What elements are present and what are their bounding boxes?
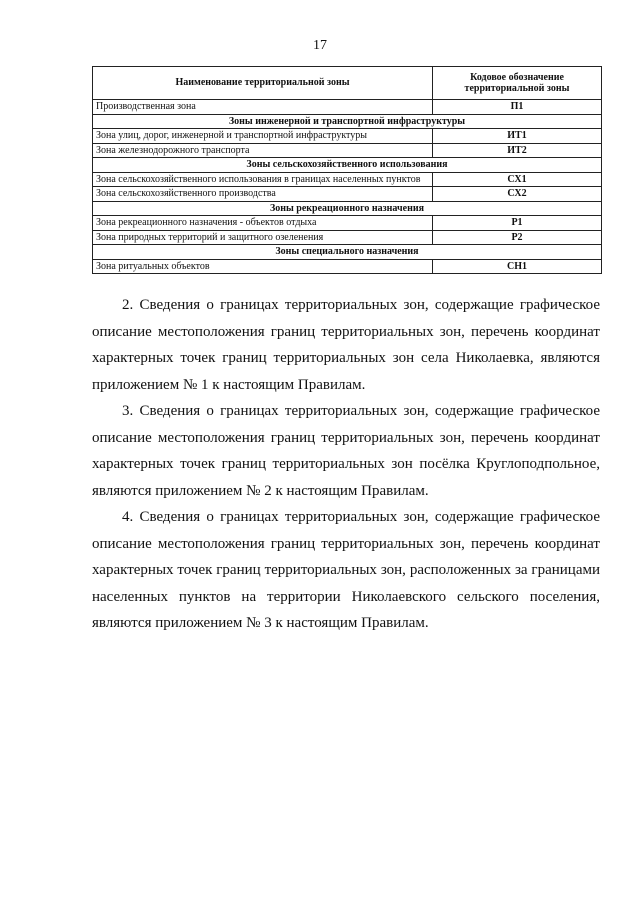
group-row <box>93 201 602 216</box>
table-row <box>93 230 602 245</box>
zone-name: Зона железнодорожного транспорта <box>93 143 433 158</box>
zone-code: П1 <box>433 100 602 115</box>
paragraph-2: 2. Сведения о границах территориальных зон, содержащие графическое описание местоположения границ территориальных зон, перечень координат характерных точек границ территориальных зон села Николаевка, являются приложением № 1 к настоящим Правилам. <box>92 297 600 393</box>
zone-code: СХ2 <box>433 187 602 202</box>
group-title: Зоны рекреационного назначения <box>93 201 602 216</box>
zone-name: Зона рекреационного назначения - объектов отдыха <box>93 216 433 231</box>
zone-code: СХ1 <box>433 172 602 187</box>
zone-name: Зона природных территорий и защитного озеленения <box>93 230 433 245</box>
page-number: 17 <box>313 38 327 53</box>
zone-name: Зона сельскохозяйственного использования в границах населенных пунктов <box>93 172 433 187</box>
zone-name: Производственная зона <box>93 100 433 115</box>
table-row <box>93 100 602 115</box>
table-row <box>93 172 602 187</box>
zone-name: Зона сельскохозяйственного производства <box>93 187 433 202</box>
table-row <box>93 259 602 274</box>
table-row <box>93 143 602 158</box>
table-row <box>93 187 602 202</box>
table-row <box>93 129 602 144</box>
group-title: Зоны инженерной и транспортной инфраструктуры <box>93 114 602 129</box>
group-title: Зоны специального назначения <box>93 245 602 260</box>
zone-code: СН1 <box>433 259 602 274</box>
zone-code: ИТ2 <box>433 143 602 158</box>
zones-table <box>92 66 602 274</box>
group-title: Зоны сельскохозяйственного использования <box>93 158 602 173</box>
group-row <box>93 114 602 129</box>
paragraph-4: 4. Сведения о границах территориальных зон, содержащие графическое описание местоположения границ территориальных зон, перечень координат характерных точек границ территориальных зон, расположенных за границами населенных пунктов на территории Николаевского сельского поселения, являются приложением № 3 к настоящим Правилам. <box>92 509 600 631</box>
paragraph-3: 3. Сведения о границах территориальных зон, содержащие графическое описание местоположения границ территориальных зон, перечень координат характерных точек границ территориальных зон посёлка Круглоподпольное, являются приложением № 2 к настоящим Правилам. <box>92 403 600 499</box>
body-text <box>92 292 600 637</box>
table-header-row <box>93 67 602 100</box>
header-zone-code: Кодовое обозначение территориальной зоны <box>433 67 602 100</box>
zone-name: Зона ритуальных объектов <box>93 259 433 274</box>
zone-code: Р2 <box>433 230 602 245</box>
group-row <box>93 245 602 260</box>
zone-code: ИТ1 <box>433 129 602 144</box>
table-row <box>93 216 602 231</box>
zone-name: Зона улиц, дорог, инженерной и транспортной инфраструктуры <box>93 129 433 144</box>
group-row <box>93 158 602 173</box>
zone-code: Р1 <box>433 216 602 231</box>
header-zone-name: Наименование территориальной зоны <box>93 67 433 100</box>
